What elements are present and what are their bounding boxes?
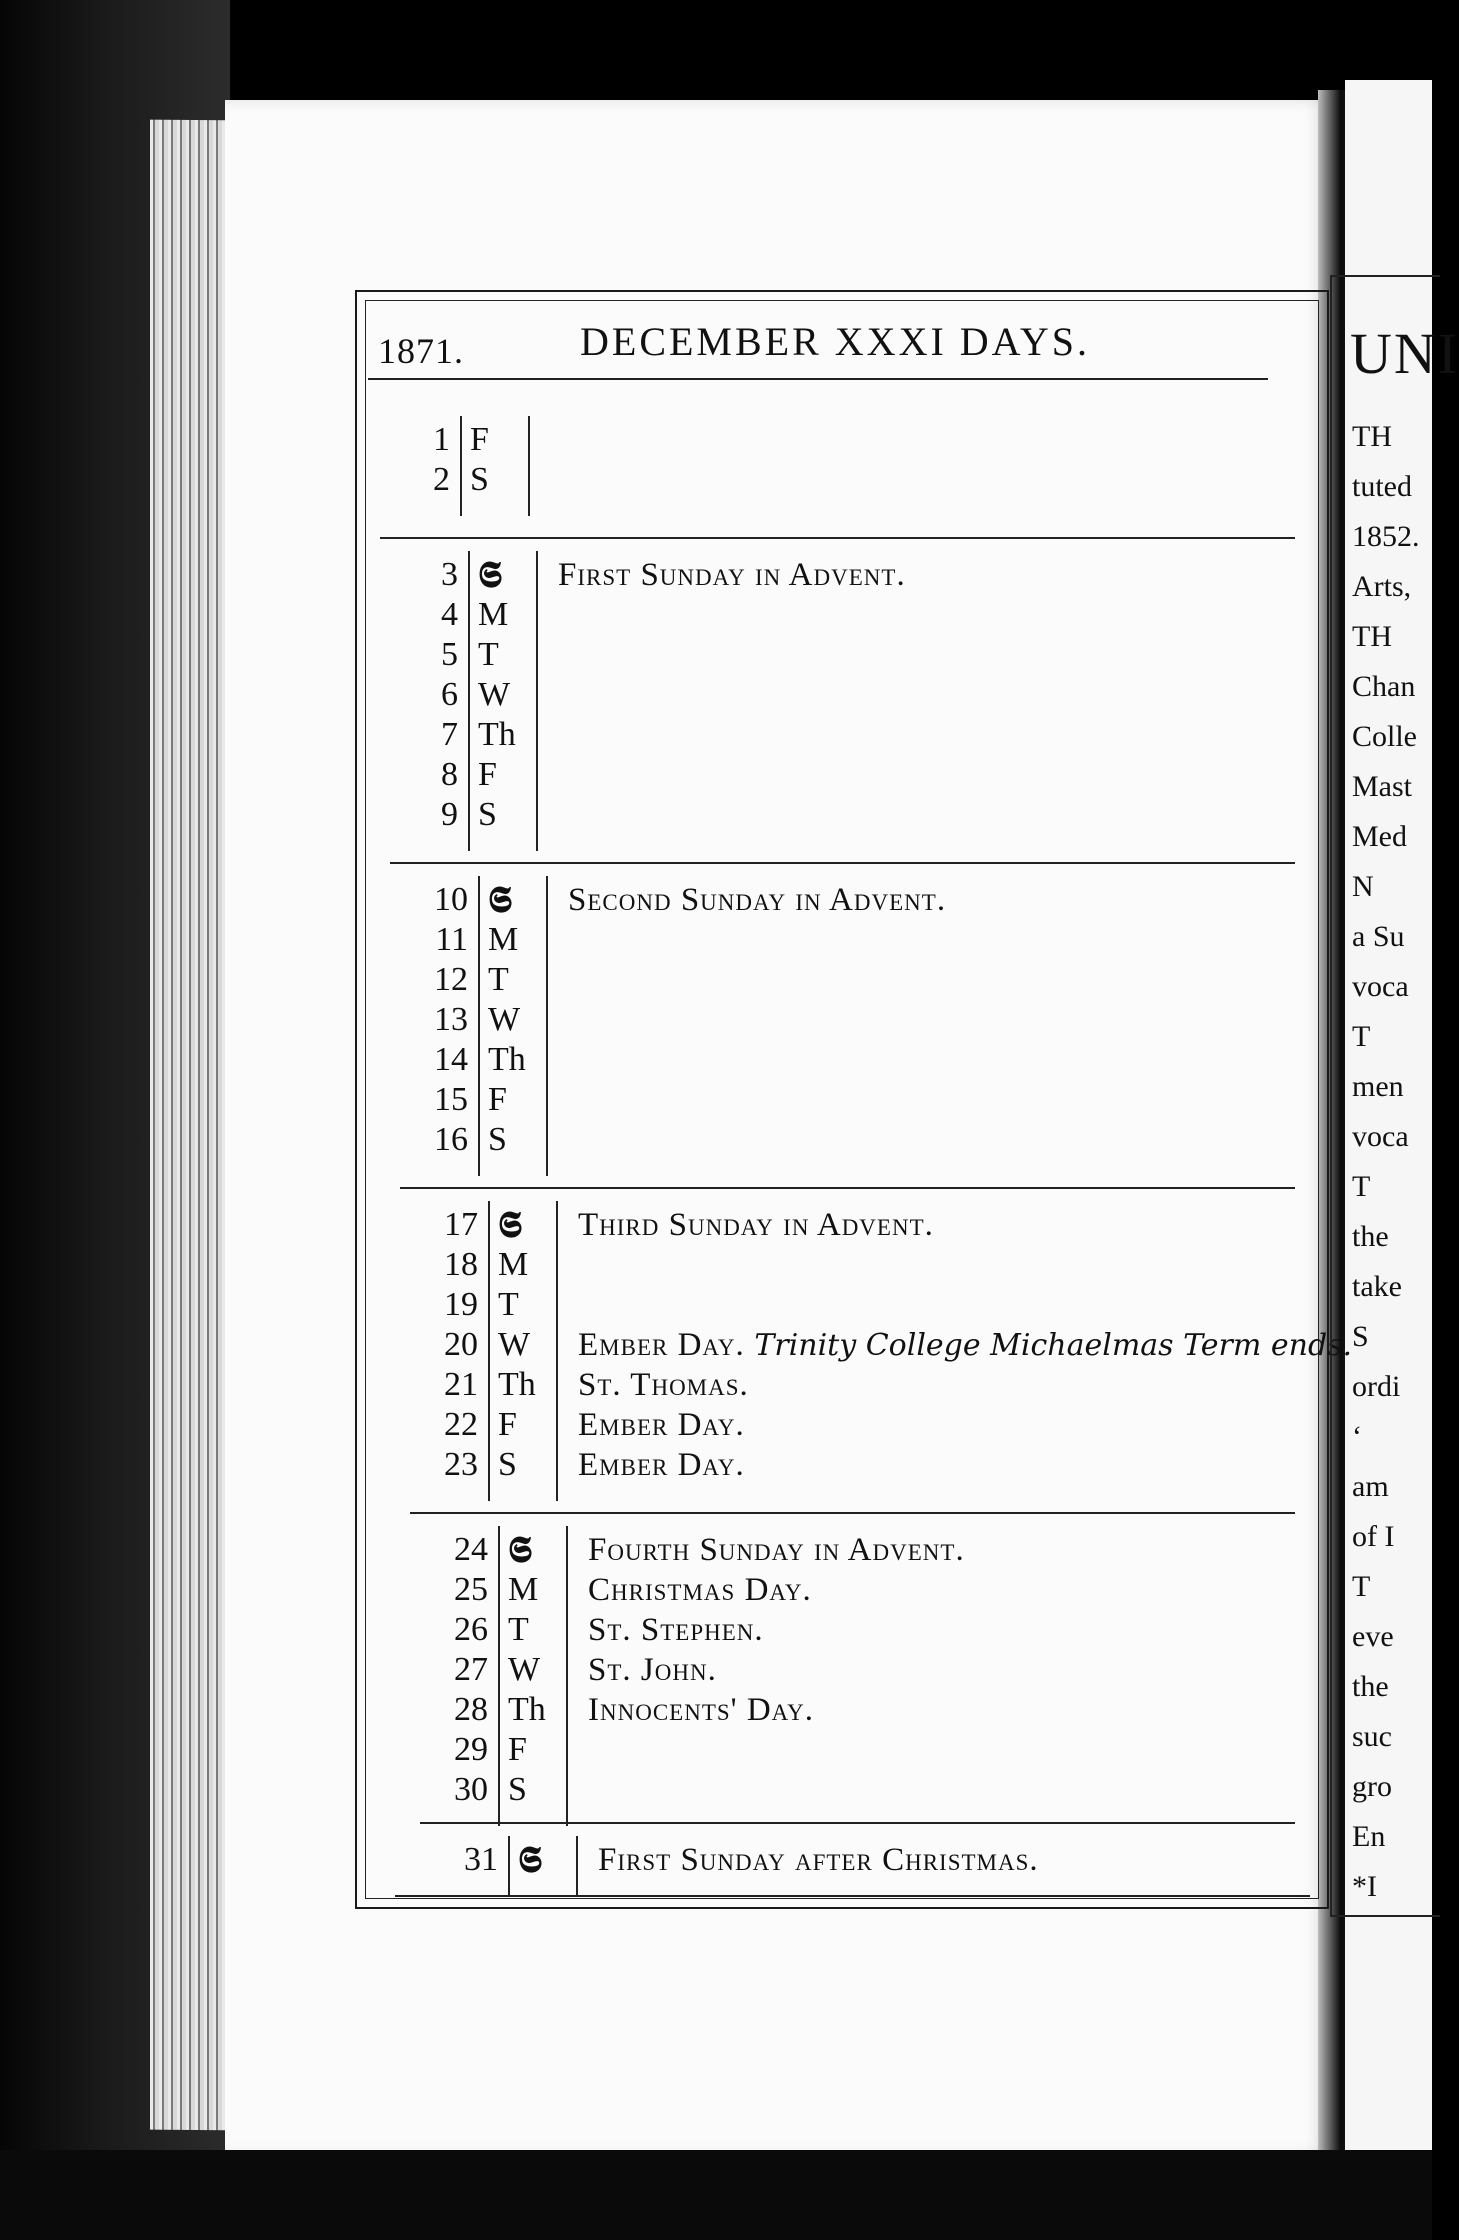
day-number: 20 — [444, 1326, 478, 1363]
day-letter: T — [478, 636, 499, 673]
right-page-line: Arts, — [1352, 570, 1412, 603]
day-letter: Th — [508, 1691, 546, 1728]
right-page-line: suc — [1352, 1720, 1392, 1753]
right-page-line: TH — [1352, 620, 1392, 653]
right-page-line: gro — [1352, 1770, 1392, 1803]
right-page-line: Colle — [1352, 720, 1417, 753]
sunday-letter: 𝕾 — [478, 554, 502, 596]
right-page-line: take — [1352, 1270, 1402, 1303]
week-separator — [400, 1187, 1295, 1189]
day-event: Fourth Sunday in Advent. — [588, 1532, 965, 1568]
right-page-border — [1330, 275, 1332, 1915]
week-separator — [380, 537, 1295, 539]
day-letter: F — [478, 756, 497, 793]
day-event: St. John. — [588, 1652, 717, 1688]
day-letter: F — [498, 1406, 517, 1443]
day-number: 13 — [434, 1001, 468, 1038]
day-number: 1 — [433, 421, 450, 458]
day-number: 16 — [434, 1121, 468, 1158]
day-number-column-rule — [508, 1836, 510, 1896]
right-page-line: men — [1352, 1070, 1404, 1103]
day-number: 25 — [454, 1571, 488, 1608]
day-event: Christmas Day. — [588, 1572, 812, 1608]
day-letter: S — [488, 1121, 507, 1158]
sunday-letter: 𝕾 — [518, 1839, 542, 1881]
day-letter: F — [508, 1731, 527, 1768]
right-page-line: eve — [1352, 1620, 1394, 1653]
day-event: Ember Day. — [578, 1447, 745, 1483]
day-number: 26 — [454, 1611, 488, 1648]
day-letter: M — [498, 1246, 529, 1283]
day-letter: S — [508, 1771, 527, 1808]
day-number: 4 — [441, 596, 458, 633]
right-page-line: am — [1352, 1470, 1389, 1503]
day-event: First Sunday after Christmas. — [598, 1842, 1039, 1878]
day-number: 5 — [441, 636, 458, 673]
day-number-column-rule — [478, 876, 480, 1176]
day-number: 3 — [441, 556, 458, 593]
day-event: St. Thomas. — [578, 1367, 749, 1403]
day-number: 24 — [454, 1531, 488, 1568]
day-number: 29 — [454, 1731, 488, 1768]
week-separator — [420, 1822, 1295, 1824]
right-page-line: voca — [1352, 1120, 1409, 1153]
day-letter: S — [470, 461, 489, 498]
day-number: 28 — [454, 1691, 488, 1728]
day-event: Innocents' Day. — [588, 1692, 815, 1728]
day-letter: T — [488, 961, 509, 998]
day-number-column-rule — [498, 1526, 500, 1826]
day-number: 7 — [441, 716, 458, 753]
day-number: 12 — [434, 961, 468, 998]
right-page-line: T — [1352, 1570, 1371, 1603]
right-page-line: the — [1352, 1670, 1389, 1703]
day-number: 18 — [444, 1246, 478, 1283]
right-page-line: N — [1352, 870, 1374, 903]
day-letter: W — [488, 1001, 521, 1038]
right-page-line: of I — [1352, 1520, 1395, 1553]
day-number: 8 — [441, 756, 458, 793]
day-letter: M — [488, 921, 519, 958]
calendar-bottom-rule — [395, 1895, 1310, 1897]
sunday-letter: 𝕾 — [488, 879, 512, 921]
day-letter: T — [498, 1286, 519, 1323]
day-letter: S — [498, 1446, 517, 1483]
day-number: 19 — [444, 1286, 478, 1323]
day-letter: Th — [478, 716, 516, 753]
day-letter: M — [508, 1571, 539, 1608]
day-number: 2 — [433, 461, 450, 498]
day-event-note: Trinity College Michaelmas Term ends. — [744, 1328, 1353, 1363]
day-number: 9 — [441, 796, 458, 833]
day-number: 31 — [464, 1841, 498, 1878]
day-event: Ember Day. Trinity College Michaelmas Term ends. — [578, 1327, 1353, 1363]
right-page-line: ‘ — [1352, 1420, 1362, 1453]
day-letter: S — [478, 796, 497, 833]
right-page-line: Chan — [1352, 670, 1416, 703]
day-number-column-rule — [488, 1201, 490, 1501]
right-page-line: *I — [1352, 1870, 1377, 1903]
day-number: 14 — [434, 1041, 468, 1078]
right-page-line: T — [1352, 1170, 1371, 1203]
day-letter: T — [508, 1611, 529, 1648]
right-page-line: 1852. — [1352, 520, 1420, 553]
sunday-letter: 𝕾 — [508, 1529, 532, 1571]
right-page-line: voca — [1352, 970, 1409, 1003]
day-number-column-rule — [460, 416, 462, 516]
day-letter: Th — [498, 1366, 536, 1403]
day-letter: F — [488, 1081, 507, 1118]
right-page-line: En — [1352, 1820, 1386, 1853]
day-number: 21 — [444, 1366, 478, 1403]
week-separator — [390, 862, 1295, 864]
day-number-column-rule — [468, 551, 470, 851]
day-letter: Th — [488, 1041, 526, 1078]
day-number: 23 — [444, 1446, 478, 1483]
day-event: Second Sunday in Advent. — [568, 882, 947, 918]
day-number: 11 — [435, 921, 468, 958]
day-letter: M — [478, 596, 509, 633]
day-number: 30 — [454, 1771, 488, 1808]
right-page-line: S — [1352, 1320, 1369, 1353]
day-number: 27 — [454, 1651, 488, 1688]
day-event: First Sunday in Advent. — [558, 557, 906, 593]
day-letter: W — [508, 1651, 541, 1688]
day-letter: F — [470, 421, 489, 458]
day-number: 22 — [444, 1406, 478, 1443]
day-event: Third Sunday in Advent. — [578, 1207, 934, 1243]
day-event: Ember Day. — [578, 1407, 745, 1443]
right-page-line: TH — [1352, 420, 1392, 453]
day-letter: W — [498, 1326, 531, 1363]
right-page-bottom-rule — [1330, 1915, 1440, 1917]
calendar-year: 1871. — [378, 331, 464, 371]
right-page-line: tuted — [1352, 470, 1412, 503]
scan-bottom-edge — [0, 2150, 1432, 2240]
week-separator — [410, 1512, 1295, 1514]
calendar-month-title: DECEMBER XXXI DAYS. — [580, 319, 1091, 364]
day-letter: W — [478, 676, 511, 713]
right-page-line: Mast — [1352, 770, 1412, 803]
right-page-title: UNI — [1350, 321, 1459, 386]
right-page-line: Med — [1352, 820, 1407, 853]
right-page-line: the — [1352, 1220, 1389, 1253]
day-number: 10 — [434, 881, 468, 918]
header-rule — [368, 378, 1268, 380]
day-number: 6 — [441, 676, 458, 713]
right-page-line: a Su — [1352, 920, 1405, 953]
day-event: St. Stephen. — [588, 1612, 764, 1648]
right-page-top-rule — [1330, 275, 1440, 277]
day-number: 17 — [444, 1206, 478, 1243]
right-page-line: T — [1352, 1020, 1371, 1053]
day-number: 15 — [434, 1081, 468, 1118]
right-page-line: ordi — [1352, 1370, 1401, 1403]
sunday-letter: 𝕾 — [498, 1204, 522, 1246]
